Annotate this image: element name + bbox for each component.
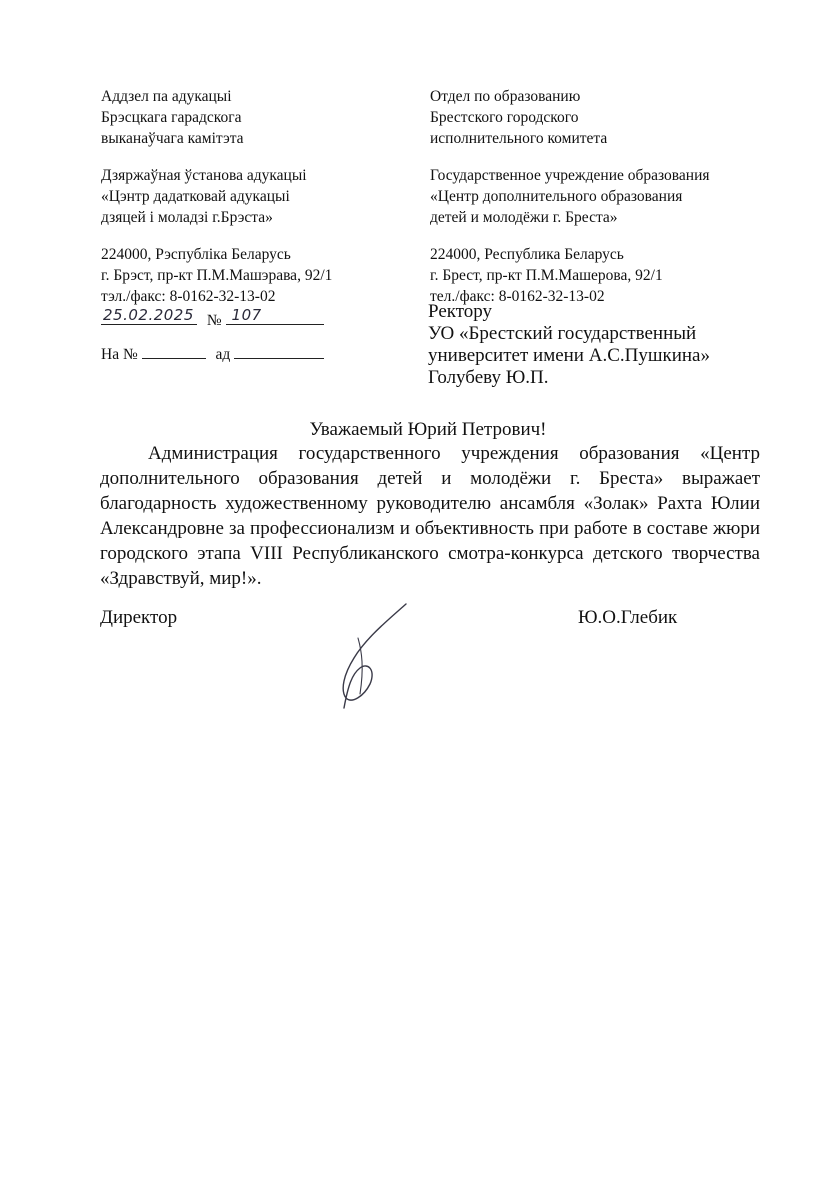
address-block-ru (430, 244, 710, 307)
recipient-line: Голубеву Ю.П. (428, 367, 549, 388)
org-line: Аддзел па адукацыі (101, 88, 232, 105)
number-field (226, 308, 324, 325)
reply-from-label: ад (215, 346, 231, 363)
recipient-line: Ректору (428, 301, 493, 322)
institution-block-ru (430, 165, 710, 228)
institution-line: детей и молодёжи г. Бреста» (430, 209, 618, 226)
address-line: 224000, Республика Беларусь (430, 246, 624, 263)
recipient-line: университет имени А.С.Пушкина» (428, 345, 710, 366)
letterhead-belarusian (101, 86, 332, 307)
letterhead-russian (430, 86, 710, 307)
reply-label: На № (101, 346, 138, 363)
institution-line: «Центр дополнительного образования (430, 188, 683, 205)
handwritten-date: 25.02.2025 (103, 306, 194, 324)
org-block-ru (430, 86, 710, 149)
address-line: 224000, Рэспубліка Беларусь (101, 246, 291, 263)
salutation (0, 419, 836, 441)
date-field (101, 308, 197, 325)
address-line: г. Брэст, пр-кт П.М.Машэрава, 92/1 (101, 267, 333, 284)
recipient-block (428, 301, 710, 389)
institution-line: Государственное учреждение образования (430, 167, 710, 184)
org-line: Брестского городского (430, 109, 579, 126)
outgoing-registration (101, 308, 324, 330)
address-block-by (101, 244, 332, 307)
org-line: выканаўчага камітэта (101, 130, 244, 147)
org-line: исполнительного комитета (430, 130, 608, 147)
handwritten-number: 107 (231, 306, 262, 324)
letter-body: Администрация государственного учреждения образования «Центр дополнительного образования детей и молодёжи г. Бреста» выражает благодарность художественному руководителю ансамбля «Золак» Рахта Юлии Александровне за профессионализм и объективность при работе в составе жюри городского этапа VIII Республиканского смотра-конкурса детского творчества «Здравствуй, мир!». (100, 443, 760, 589)
address-line: тэл./факс: 8-0162-32-13-02 (101, 288, 276, 305)
signoff-position: Директор (100, 607, 178, 628)
address-line: г. Брест, пр-кт П.М.Машерова, 92/1 (430, 267, 663, 284)
org-line: Отдел по образованию (430, 88, 581, 105)
org-line: Брэсцкага гарадскога (101, 109, 242, 126)
number-label: № (206, 312, 222, 329)
institution-block-by (101, 165, 332, 228)
reply-number-field (142, 342, 206, 359)
signature-mark (318, 598, 428, 713)
recipient-line: УО «Брестский государственный (428, 323, 697, 344)
signoff-name: Ю.О.Глебик (578, 607, 678, 628)
salutation-text: Уважаемый Юрий Петрович! (309, 419, 547, 440)
address-line: тел./факс: 8-0162-32-13-02 (430, 288, 605, 305)
reply-date-field (234, 342, 324, 359)
institution-line: дзяцей і моладзі г.Брэста» (101, 209, 273, 226)
reply-registration (101, 342, 324, 364)
org-block-by (101, 86, 332, 149)
institution-line: Дзяржаўная ўстанова адукацыі (101, 167, 307, 184)
institution-line: «Цэнтр дадатковай адукацыі (101, 188, 290, 205)
